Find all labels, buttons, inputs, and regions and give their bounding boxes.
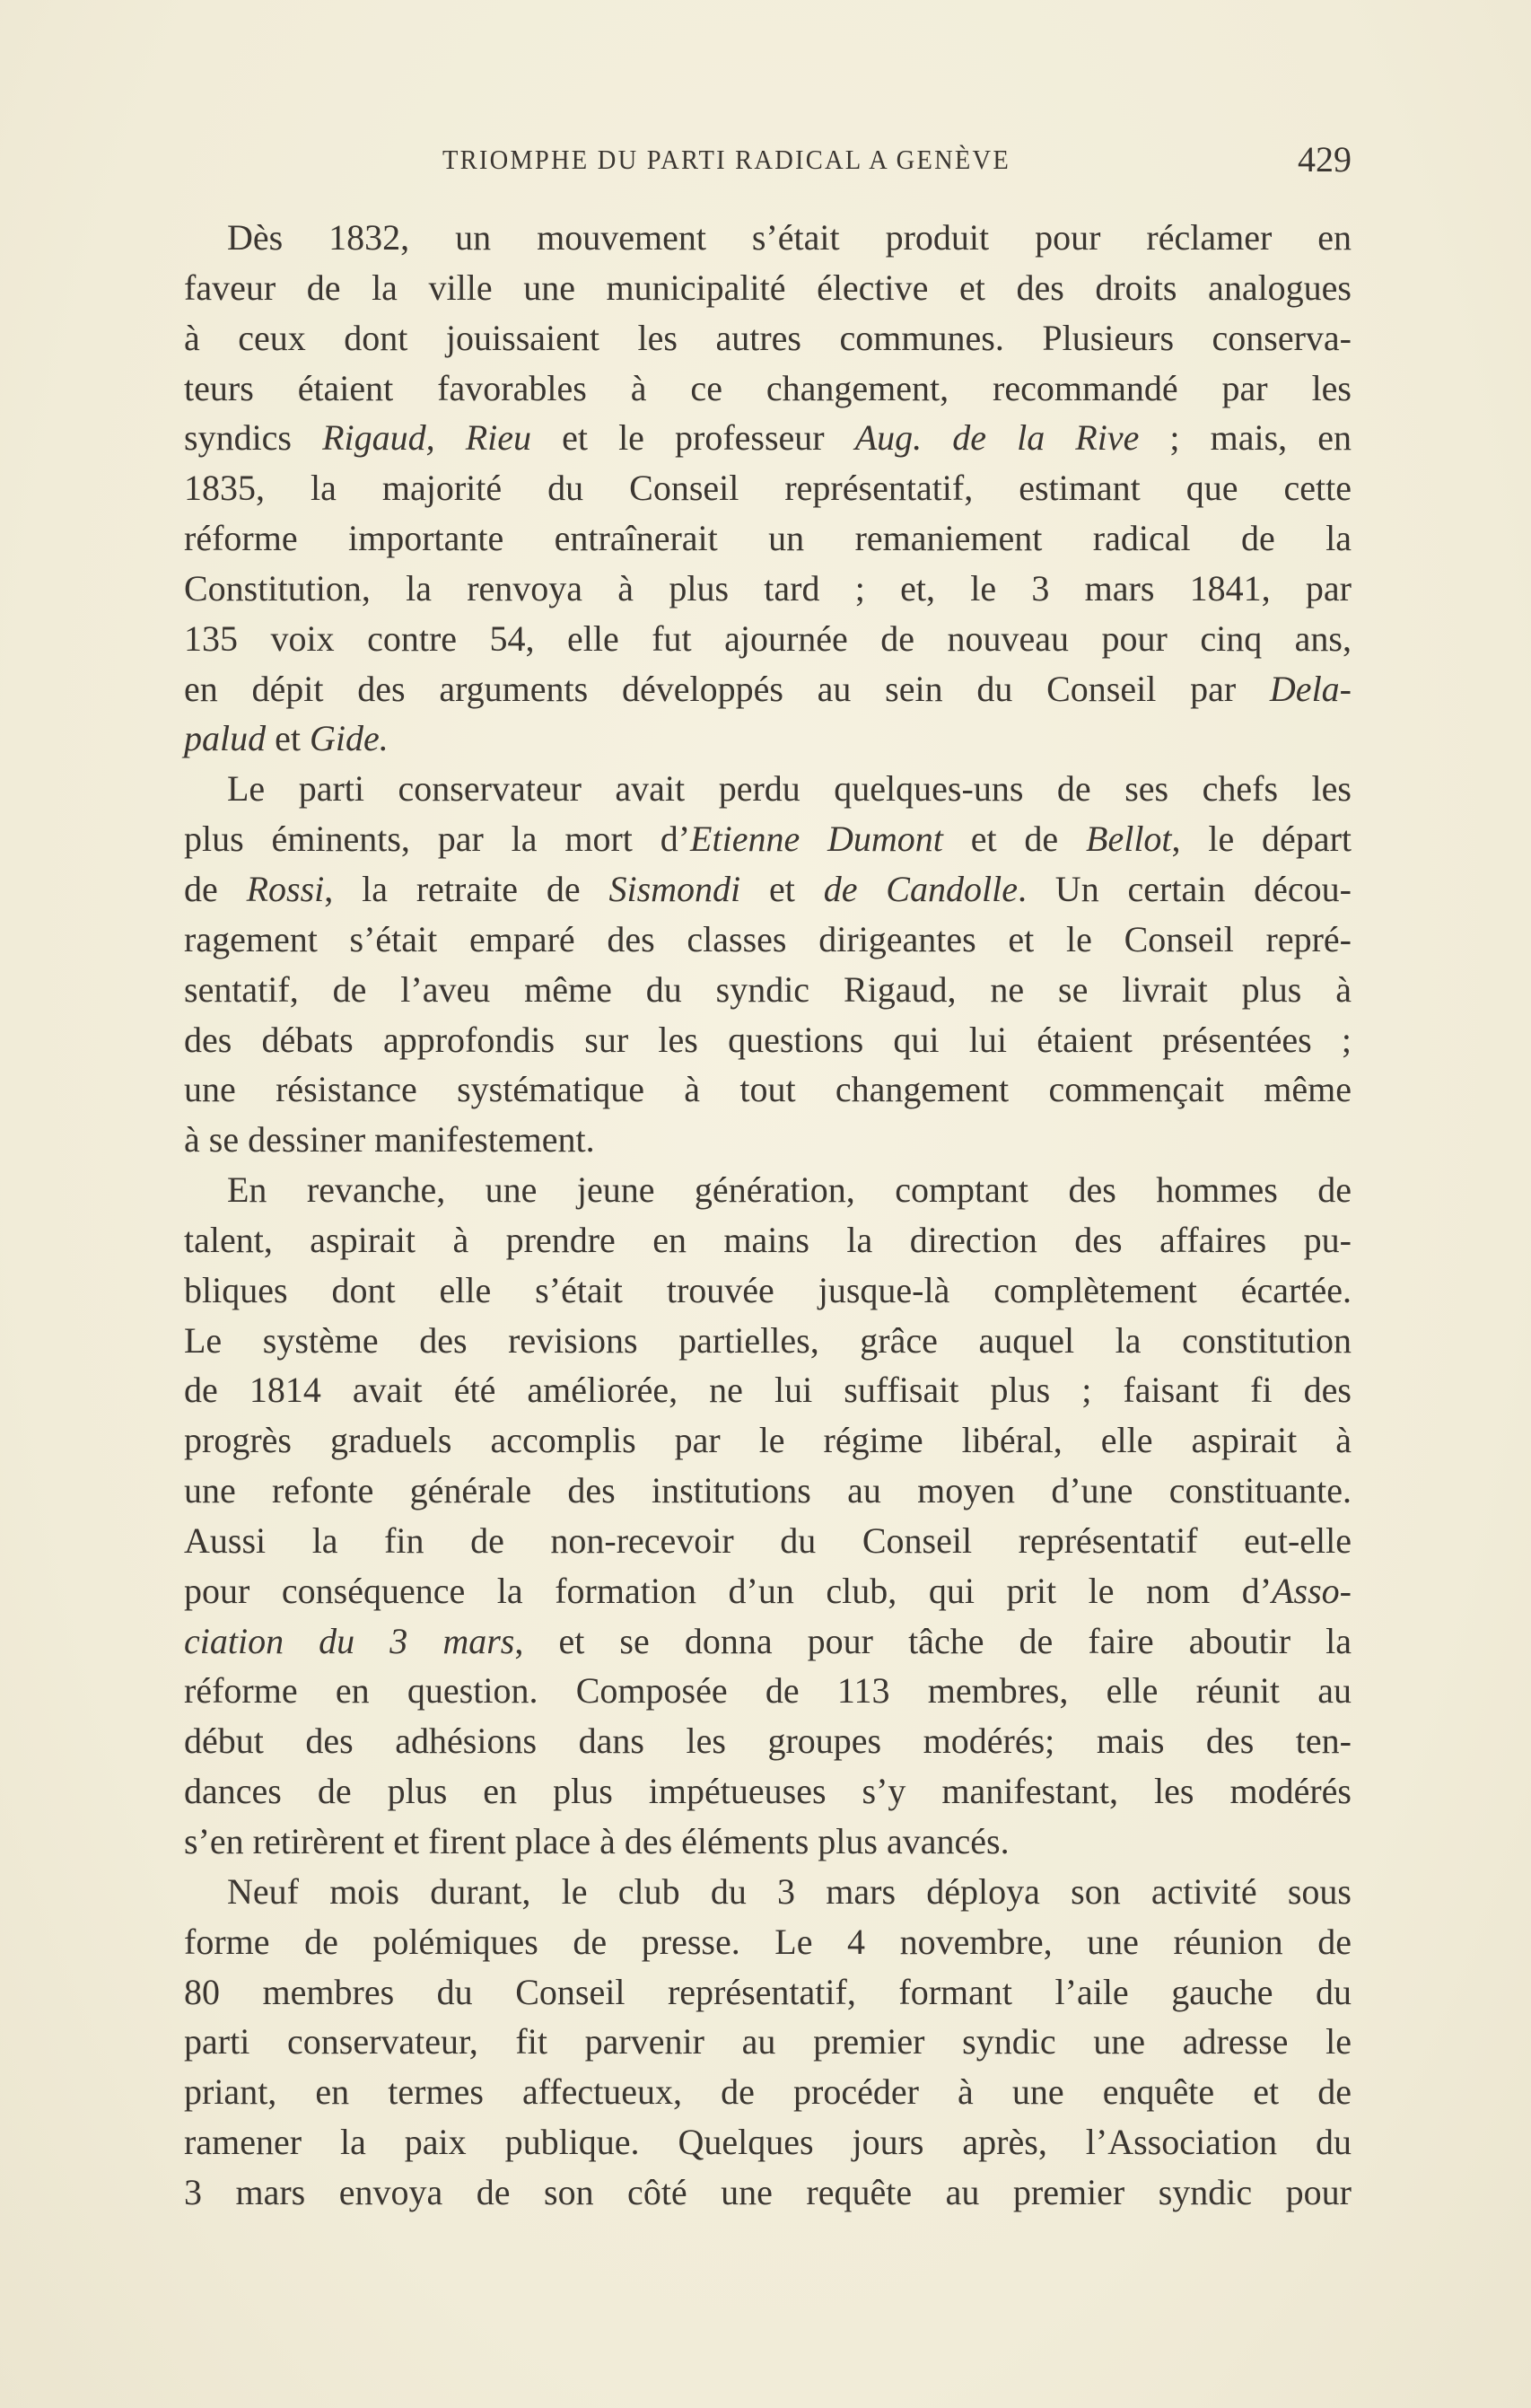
text-segment: Dès 1832, un mouvement s’était produit pour réclamer en xyxy=(227,217,1352,258)
text-segment: plus éminents, par la mort d’ xyxy=(184,819,691,860)
text-line xyxy=(184,313,1352,363)
text-segment: 1835, la majorité du Conseil représentatif, estimant que cette xyxy=(184,468,1352,509)
body-text xyxy=(184,213,1352,2218)
text-segment: de xyxy=(184,868,247,909)
text-line xyxy=(184,1666,1352,1716)
italic-name: Asso- xyxy=(1272,1570,1352,1611)
text-segment: dances de plus en plus impétueuses s’y manifestant, les modérés xyxy=(184,1771,1352,1812)
italic-name: Rossi xyxy=(246,868,325,909)
text-line xyxy=(184,1064,1352,1115)
paragraph xyxy=(184,764,1352,1165)
text-segment: en dépit des arguments développés au sein du Conseil par xyxy=(184,668,1270,709)
italic-name: Gide. xyxy=(310,718,389,759)
text-segment: et xyxy=(266,718,310,759)
text-line xyxy=(184,2017,1352,2067)
text-line xyxy=(184,1365,1352,1415)
text-segment: 80 membres du Conseil représentatif, formant l’aile gauche du xyxy=(184,1971,1352,2012)
text-segment: syndics xyxy=(184,417,323,459)
italic-name: palud xyxy=(184,718,267,759)
text-segment: Le parti conservateur avait perdu quelques-uns de ses chefs les xyxy=(227,768,1352,810)
text-segment: et xyxy=(740,868,824,909)
text-line xyxy=(184,764,1352,814)
text-segment: s’en retirèrent et firent place à des éléments plus avancés. xyxy=(184,1821,1010,1861)
text-segment: et le professeur xyxy=(531,417,855,459)
italic-name: Aug. de la Rive xyxy=(854,417,1140,459)
text-segment: ramener la paix publique. Quelques jours après, l’Association du xyxy=(184,2122,1352,2163)
running-title: TRIOMPHE DU PARTI RADICAL A GENÈVE xyxy=(442,144,1010,175)
paragraph xyxy=(184,1165,1352,1867)
text-line xyxy=(184,263,1352,313)
running-head xyxy=(184,139,1352,181)
text-line xyxy=(184,1616,1352,1667)
text-segment: teurs étaient favorables à ce changement, recommandé par les xyxy=(184,367,1352,408)
text-segment: Aussi la fin de non-recevoir du Conseil représentatif eut-elle xyxy=(184,1519,1352,1561)
text-segment: réforme importante entraînerait un remaniement radical de la xyxy=(184,518,1352,559)
text-segment: , et se donna pour tâche de faire aboutir la xyxy=(514,1620,1352,1661)
text-line xyxy=(184,363,1352,414)
text-line xyxy=(184,2067,1352,2117)
text-segment: . Un certain décou- xyxy=(1017,868,1352,909)
italic-name: Sismondi xyxy=(608,868,741,909)
text-line xyxy=(184,1867,1352,1917)
text-line xyxy=(184,1265,1352,1316)
text-line xyxy=(184,1215,1352,1265)
text-segment: Constitution, la renvoya à plus tard ; et, le 3 mars 1841, par xyxy=(184,567,1352,609)
paragraph xyxy=(184,1867,1352,2218)
text-segment: une résistance systématique à tout changement commençait même xyxy=(184,1069,1352,1110)
text-segment: En revanche, une jeune génération, comptant des hommes de xyxy=(227,1169,1352,1211)
text-line xyxy=(184,915,1352,965)
text-segment: sentatif, de l’aveu même du syndic Rigaud, ne se livrait plus à xyxy=(184,968,1352,1010)
text-line xyxy=(184,1716,1352,1766)
text-line xyxy=(184,564,1352,614)
text-segment: ragement s’était emparé des classes dirigeantes et le Conseil repré- xyxy=(184,918,1352,959)
text-line xyxy=(184,1466,1352,1516)
text-line xyxy=(184,2117,1352,2167)
text-line xyxy=(184,1316,1352,1366)
text-segment: 135 voix contre 54, elle fut ajournée de nouveau pour cinq ans, xyxy=(184,617,1352,659)
text-segment: , la retraite de xyxy=(324,868,609,909)
text-line xyxy=(184,413,1352,463)
italic-name: ciation du 3 mars xyxy=(184,1620,515,1661)
text-segment: début des adhésions dans les groupes modérés; mais des ten- xyxy=(184,1721,1352,1762)
text-segment: Neuf mois durant, le club du 3 mars déploya son activité sous xyxy=(227,1870,1352,1912)
text-line xyxy=(184,1817,1352,1867)
italic-name: Rigaud, Rieu xyxy=(322,417,532,459)
text-line xyxy=(184,864,1352,915)
italic-name: Bellot xyxy=(1086,819,1172,860)
text-segment: une refonte générale des institutions au moyen d’une constituante. xyxy=(184,1470,1352,1511)
italic-name: Etienne Dumont xyxy=(690,819,943,860)
text-line xyxy=(184,1165,1352,1215)
text-line xyxy=(184,1015,1352,1065)
text-segment: pour conséquence la formation d’un club, qui prit le nom d’ xyxy=(184,1570,1273,1611)
text-line xyxy=(184,1415,1352,1466)
text-line xyxy=(184,1766,1352,1817)
text-segment: réforme en question. Composée de 113 membres, elle réunit au xyxy=(184,1670,1352,1712)
text-segment: parti conservateur, fit parvenir au premier syndic une adresse le xyxy=(184,2021,1352,2062)
text-line xyxy=(184,1967,1352,2018)
text-segment: des débats approfondis sur les questions qui lui étaient présentées ; xyxy=(184,1019,1352,1060)
text-line xyxy=(184,1516,1352,1566)
text-segment: de 1814 avait été améliorée, ne lui suffisait plus ; faisant fi des xyxy=(184,1370,1352,1411)
text-line xyxy=(184,614,1352,664)
text-segment: 3 mars envoya de son côté une requête au premier syndic pour xyxy=(184,2171,1352,2212)
text-line xyxy=(184,714,1352,764)
page-number: 429 xyxy=(1298,139,1352,180)
text-segment: forme de polémiques de presse. Le 4 novembre, une réunion de xyxy=(184,1921,1352,1962)
text-line xyxy=(184,213,1352,263)
text-segment: progrès graduels accomplis par le régime libéral, elle aspirait à xyxy=(184,1420,1352,1461)
text-line xyxy=(184,965,1352,1015)
text-segment: faveur de la ville une municipalité élective et des droits analogues xyxy=(184,267,1352,308)
italic-name: Dela- xyxy=(1269,668,1352,709)
text-segment: talent, aspirait à prendre en mains la direction des affaires pu- xyxy=(184,1219,1352,1260)
text-segment: priant, en termes affectueux, de procéder à une enquête et de xyxy=(184,2071,1352,2113)
text-line xyxy=(184,513,1352,564)
text-line xyxy=(184,463,1352,513)
text-segment: , le départ xyxy=(1171,819,1352,860)
text-segment: à se dessiner manifestement. xyxy=(184,1119,595,1160)
italic-name: de Candolle xyxy=(823,868,1018,909)
text-line xyxy=(184,664,1352,714)
text-line xyxy=(184,1566,1352,1616)
text-segment: à ceux dont jouissaient les autres communes. Plusieurs conserva- xyxy=(184,317,1352,358)
text-segment: et de xyxy=(942,819,1087,860)
text-segment: Le système des revisions partielles, grâce auquel la constitution xyxy=(184,1319,1352,1361)
text-line xyxy=(184,1115,1352,1165)
text-line xyxy=(184,2167,1352,2218)
paragraph xyxy=(184,213,1352,764)
text-segment: ; mais, en xyxy=(1139,417,1352,459)
text-segment: bliques dont elle s’était trouvée jusque-là complètement écartée. xyxy=(184,1269,1352,1310)
text-line xyxy=(184,1917,1352,1967)
text-line xyxy=(184,814,1352,864)
